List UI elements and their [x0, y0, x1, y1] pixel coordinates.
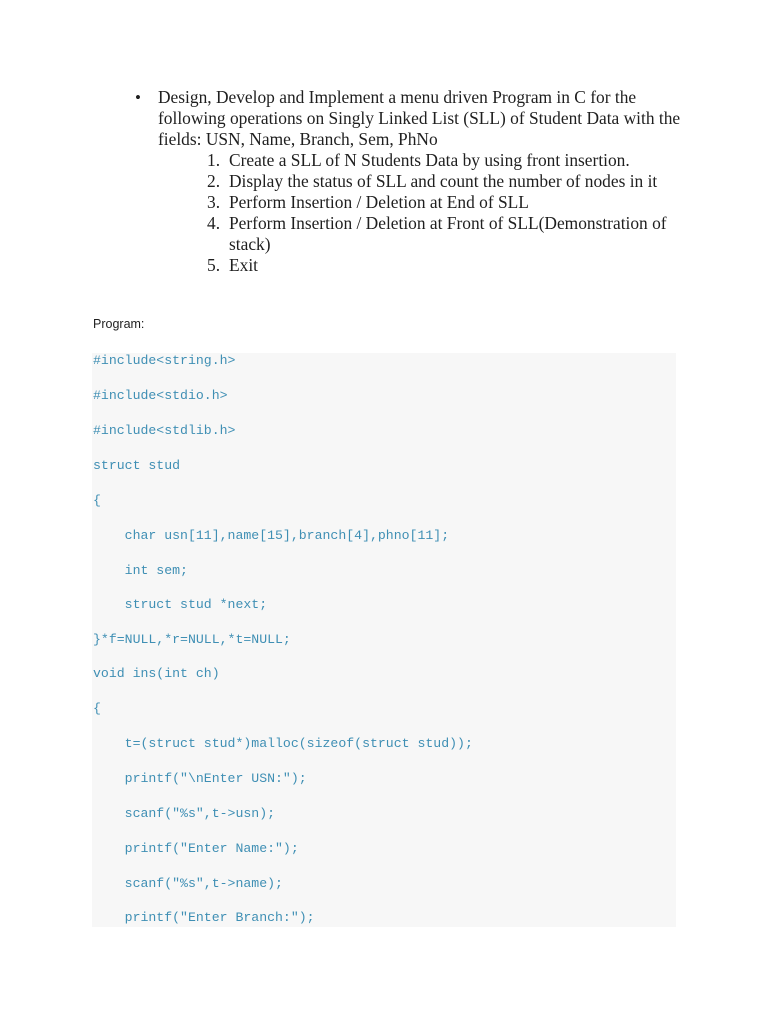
code-line: printf("Enter Branch:");: [93, 910, 315, 925]
list-item-text: Exit: [229, 255, 258, 275]
list-number: 2.: [207, 171, 221, 191]
code-line: printf("Enter Name:");: [93, 841, 299, 856]
list-number: 4.: [207, 213, 221, 233]
operations-list: [207, 150, 673, 276]
list-number: 1.: [207, 150, 221, 170]
list-number: 5.: [207, 255, 221, 275]
list-item: [207, 213, 673, 255]
code-line: void ins(int ch): [93, 666, 220, 681]
list-item-text: Perform Insertion / Deletion at End of SLL: [229, 192, 529, 212]
list-item-text: Display the status of SLL and count the number of nodes in it: [229, 171, 658, 191]
code-line: scanf("%s",t->name);: [93, 876, 283, 891]
code-line: int sem;: [93, 563, 188, 578]
code-line: {: [93, 493, 101, 508]
bullet-text: Design, Develop and Implement a menu driven Program in C for the following operations on Singly Linked List (SLL) of Student Data with the fields: USN, Name, Branch, Sem, PhNo: [158, 87, 681, 149]
code-line: scanf("%s",t->usn);: [93, 806, 276, 821]
code-line: #include<stdio.h>: [93, 388, 228, 403]
code-line: }*f=NULL,*r=NULL,*t=NULL;: [93, 632, 291, 647]
list-item: [207, 255, 673, 276]
code-line: #include<string.h>: [93, 353, 236, 368]
list-item: [207, 171, 673, 192]
task-description: [135, 87, 695, 276]
list-number: 3.: [207, 192, 221, 212]
code-line: printf("\nEnter USN:");: [93, 771, 307, 786]
list-item-text: Perform Insertion / Deletion at Front of SLL(Demonstration of stack): [229, 213, 667, 254]
code-line: #include<stdlib.h>: [93, 423, 236, 438]
code-line: {: [93, 701, 101, 716]
code-line: char usn[11],name[15],branch[4],phno[11];: [93, 528, 450, 543]
code-line: struct stud *next;: [93, 597, 268, 612]
bullet-item: [135, 87, 695, 150]
list-item-text: Create a SLL of N Students Data by using front insertion.: [229, 150, 630, 170]
code-line: struct stud: [93, 458, 181, 473]
list-item: [207, 192, 673, 213]
list-item: [207, 150, 673, 171]
code-line: t=(struct stud*)malloc(sizeof(struct stud));: [93, 736, 473, 751]
code-block: [92, 353, 676, 927]
program-label: Program:: [93, 317, 145, 331]
bullet-marker: •: [135, 88, 141, 107]
